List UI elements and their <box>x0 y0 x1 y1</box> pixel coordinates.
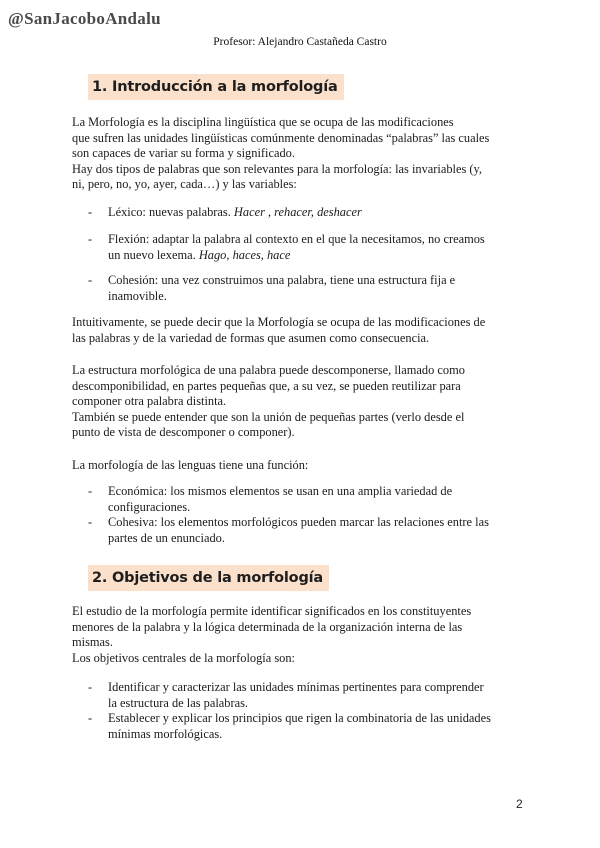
example-text: Hago, haces, hace <box>198 247 291 262</box>
watermark: @SanJacoboAndalu <box>8 9 161 28</box>
section-1-intro <box>72 115 527 193</box>
text-line <box>108 205 528 221</box>
text-line: mismas. <box>72 635 113 650</box>
text-line: partes de un enunciado. <box>108 530 225 545</box>
section-1-title: 1. Introducción a la morfología <box>88 74 344 100</box>
bullet-dash: - <box>88 711 93 725</box>
text-line: La morfología de las lenguas tiene una función: <box>72 458 309 472</box>
text-line: componer otra palabra distinta. <box>72 394 227 409</box>
bullet-dash: - <box>88 205 93 219</box>
text-line: son capaces de variar su forma y significado. <box>72 146 295 161</box>
text-line: ni, pero, no, yo, ayer, cada…) y las variables: <box>72 177 297 192</box>
text-line: Económica: los mismos elementos se usan en una amplia variedad de <box>108 484 453 498</box>
text-line: inamovible. <box>108 288 167 303</box>
text-line: Identificar y caracterizar las unidades mínimas pertinentes para comprender <box>108 680 484 694</box>
text-line: Los objetivos centrales de la morfología son: <box>72 650 295 665</box>
text-line: Flexión: adaptar la palabra al contexto en el que la necesitamos, no creamos <box>108 232 485 246</box>
text-line: Cohesiva: los elementos morfológicos pueden marcar las relaciones entre las <box>108 515 489 529</box>
text-line: las palabras y de la variedad de formas que asumen como consecuencia. <box>72 330 430 345</box>
bullet-dash: - <box>88 680 93 694</box>
item-text: un nuevo lexema. <box>108 247 199 262</box>
bullet-dash: - <box>88 484 93 498</box>
text-line: descomponibilidad, en partes pequeñas que, a su vez, se pueden reutilizar para <box>72 378 461 393</box>
text-line <box>108 248 528 264</box>
section-1-paragraph-2 <box>72 315 527 346</box>
text-line: La estructura morfológica de una palabra puede descomponerse, llamado como <box>72 363 465 377</box>
text-line: Hay dos tipos de palabras que son relevantes para la morfología: las invariables (y, <box>72 161 483 176</box>
text-line: mínimas morfológicas. <box>108 726 223 741</box>
section-2-paragraph-1 <box>72 604 527 666</box>
text-line: Establecer y explicar los principios que rigen la combinatoria de las unidades <box>108 711 491 725</box>
text-line: que sufren las unidades lingüísticas comúnmente denominadas “palabras” las cuales <box>72 130 490 145</box>
text-line: La Morfología es la disciplina lingüística que se ocupa de las modificaciones <box>72 115 454 129</box>
section-1-paragraph-3 <box>72 363 527 441</box>
text-line: configuraciones. <box>108 499 191 514</box>
professor-header: Profesor: Alejandro Castañeda Castro <box>213 36 387 48</box>
text-line: menores de la palabra y la lógica determinada de la organización interna de las <box>72 619 463 634</box>
section-2-title: 2. Objetivos de la morfología <box>88 565 329 591</box>
text-line: También se puede entender que son la unión de pequeñas partes (verlo desde el <box>72 409 465 424</box>
text-line: Intuitivamente, se puede decir que la Morfología se ocupa de las modificaciones de <box>72 315 486 329</box>
text-line: Cohesión: una vez construimos una palabra, tiene una estructura fija e <box>108 273 456 287</box>
bullet-dash: - <box>88 232 93 246</box>
text-line: la estructura de las palabras. <box>108 695 249 710</box>
item-text: Léxico: nuevas palabras. <box>108 205 234 219</box>
text-line: El estudio de la morfología permite identificar significados en los constituyentes <box>72 604 472 618</box>
text-line: punto de vista de descomponer o componer). <box>72 425 295 440</box>
example-text: Hacer , rehacer, deshacer <box>233 205 362 219</box>
bullet-dash: - <box>88 515 93 529</box>
section-1-paragraph-4 <box>72 458 527 474</box>
bullet-dash: - <box>88 273 93 287</box>
page-number: 2 <box>516 797 523 811</box>
